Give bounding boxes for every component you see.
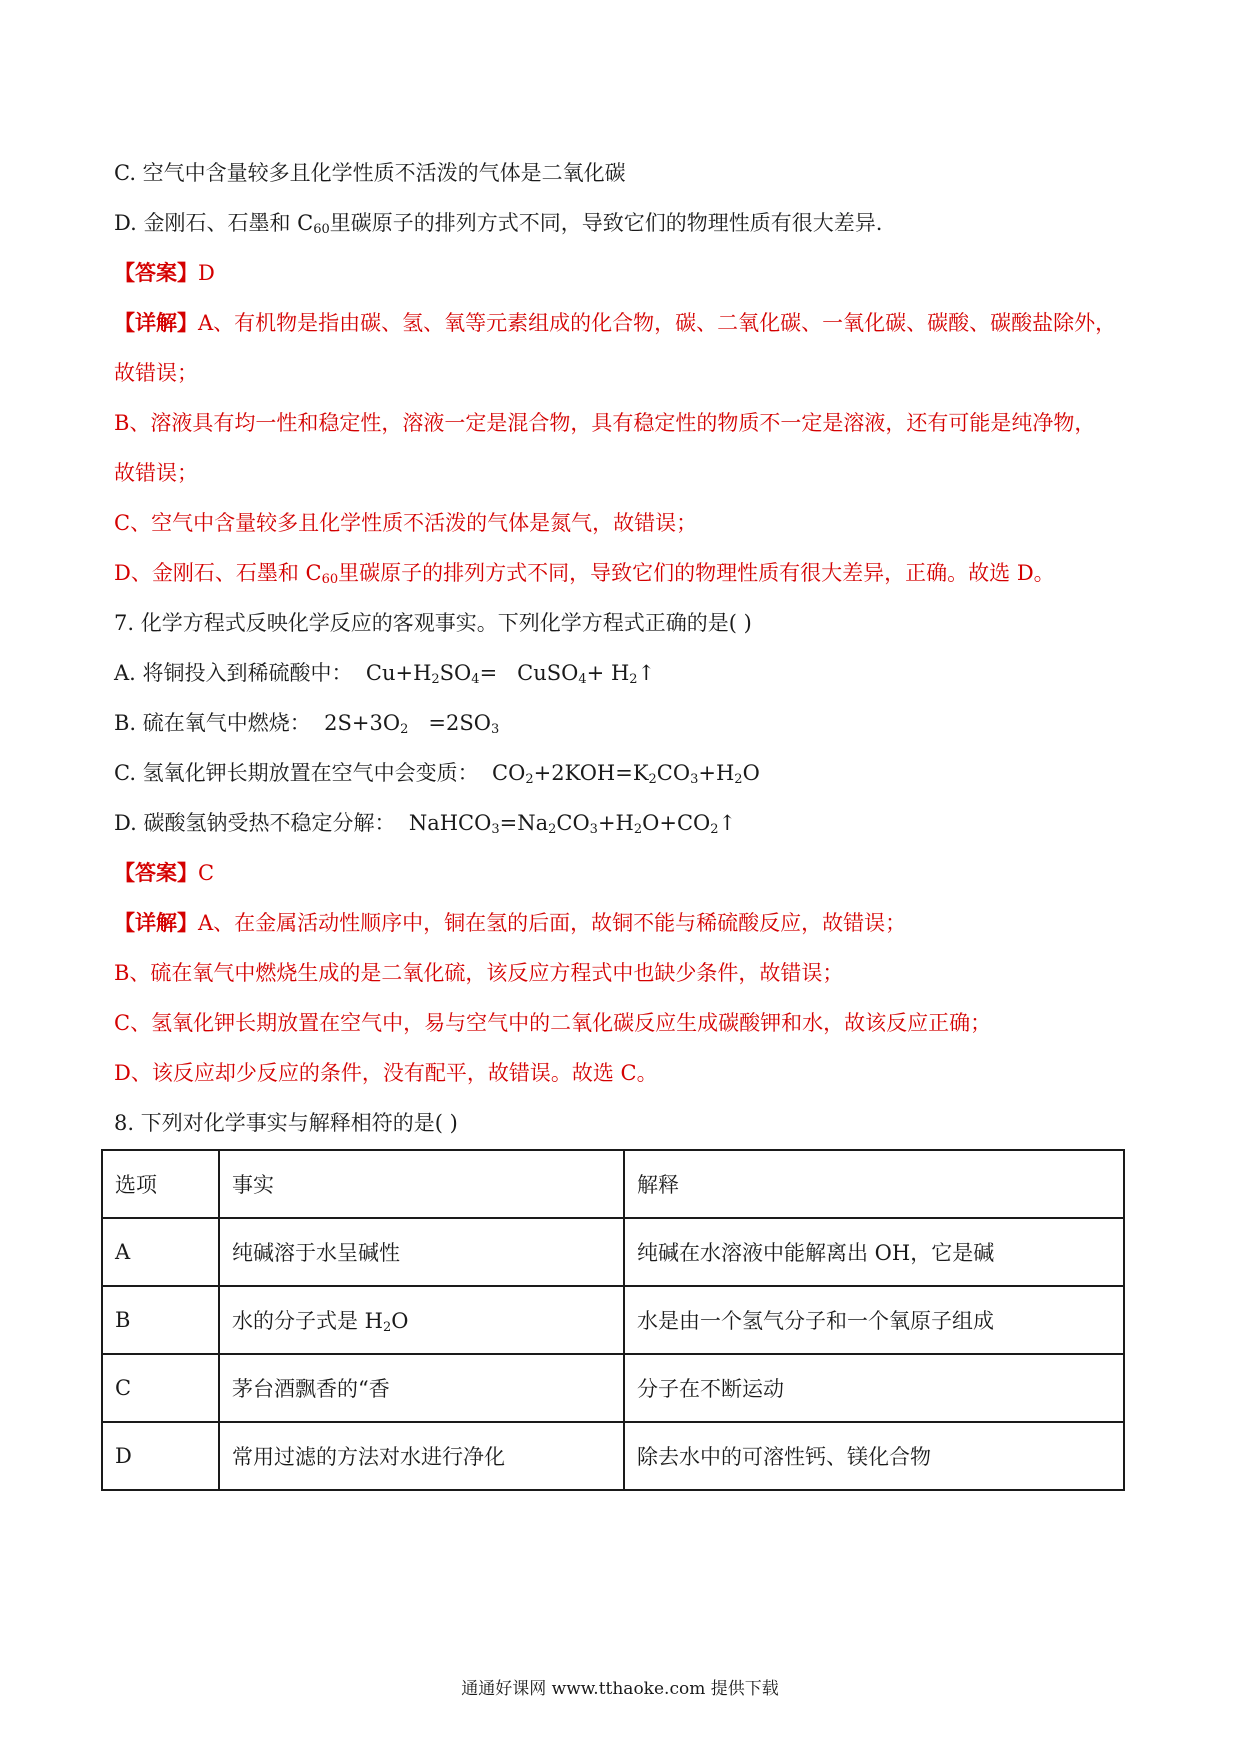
q7-explanation-a: 【详解】A、在金属活动性顺序中，铜在氢的后面，故铜不能与稀硫酸反应，故错误；	[114, 910, 907, 935]
table-header-row	[102, 1150, 1124, 1218]
q7-option-a: A. 将铜投入到稀硫酸中： $Cu+H_2SO_4=$ CuSO$_4$+ $H_2↑$	[114, 661, 656, 687]
q7-explanation-d: D、该反应却少反应的条件，没有配平，故错误。故选 C。	[114, 1061, 658, 1085]
q7-question: 7. 化学方程式反映化学反应的客观事实。下列化学方程式正确的是( )	[114, 611, 752, 635]
q7-explanation-b: B、硫在氧气中燃烧生成的是二氧化硫，该反应方程式中也缺少条件，故错误；	[114, 961, 844, 985]
q7-option-b: B. 硫在氧气中燃烧： $2S+3O_2 =2SO_3$	[114, 711, 500, 737]
row-explanation: 水是由一个氢气分子和一个氧原子组成	[624, 1286, 1124, 1354]
table-row	[102, 1218, 1124, 1286]
row-explanation: 分子在不断运动	[624, 1354, 1124, 1422]
q6-explanation-b-line1: B、溶液具有均一性和稳定性，溶液一定是混合物，具有稳定性的物质不一定是溶液，还有可能是纯净物，	[114, 411, 1096, 435]
q7-answer: 【答案】C	[114, 860, 215, 885]
q6-explanation-d: D、金刚石、石墨和 $C_{60}$里碳原子的排列方式不同，导致它们的物理性质有很大差异，正确。故选 D。	[114, 561, 1055, 587]
row-fact: 水的分子式是 $H_2O$	[219, 1286, 624, 1354]
q7-option-c: C. 氢氧化钾长期放置在空气中会变质： $CO_2+2KOH=K_2CO_3+H_2O$	[114, 761, 760, 787]
q6-explanation-a-line2: 故错误；	[114, 361, 198, 385]
q6-option-c: C. 空气中含量较多且化学性质不活泼的气体是二氧化碳	[114, 161, 626, 185]
q6-answer: 【答案】D	[114, 260, 215, 285]
row-option: B	[102, 1286, 219, 1354]
row-fact: 常用过滤的方法对水进行净化	[219, 1422, 624, 1490]
header-option: 选项	[102, 1150, 219, 1218]
row-option: A	[102, 1218, 219, 1286]
q6-explanation-c: C、空气中含量较多且化学性质不活泼的气体是氮气，故错误；	[114, 511, 698, 535]
table-row	[102, 1286, 1124, 1354]
q7-explanation-c: C、氢氧化钾长期放置在空气中，易与空气中的二氧化碳反应生成碳酸钾和水，故该反应正确；	[114, 1011, 992, 1035]
row-explanation: 纯碱在水溶液中能解离出 OH，它是碱	[624, 1218, 1124, 1286]
header-fact: 事实	[219, 1150, 624, 1218]
q7-option-a-equation: $Cu+H_2SO_4=$ CuSO$_4$+ $H_2↑$	[365, 661, 656, 687]
row-fact: 茅台酒飘香的“香	[219, 1354, 624, 1422]
q7-option-d: D. 碳酸氢钠受热不稳定分解： $NaHCO_3=Na_2CO_3+H_2O+CO_2↑$	[114, 811, 737, 837]
row-option: C	[102, 1354, 219, 1422]
header-explanation: 解释	[624, 1150, 1124, 1218]
row-fact: 纯碱溶于水呈碱性	[219, 1218, 624, 1286]
q8-question: 8. 下列对化学事实与解释相符的是( )	[114, 1111, 458, 1135]
q7-option-d-equation: $NaHCO_3=Na_2CO_3+H_2O+CO_2↑$	[408, 811, 737, 837]
table-row	[102, 1354, 1124, 1422]
row-option: D	[102, 1422, 219, 1490]
q7-option-c-equation: $CO_2+2KOH=K_2CO_3+H_2O$	[492, 761, 760, 787]
q6-option-d: D. 金刚石、石墨和 $C_{60}$里碳原子的排列方式不同，导致它们的物理性质有很大差异.	[114, 211, 883, 237]
q8-table	[101, 1149, 1125, 1491]
q7-option-b-equation: $2S+3O_2 =2SO_3$	[324, 711, 500, 737]
page-footer: 通通好课网 www.tthaoke.com 提供下载	[461, 1679, 779, 1699]
q6-explanation-a-line1: 【详解】A、有机物是指由碳、氢、氧等元素组成的化合物，碳、二氧化碳、一氧化碳、碳酸、碳酸盐除外，	[114, 310, 1117, 335]
row-explanation: 除去水中的可溶性钙、镁化合物	[624, 1422, 1124, 1490]
table-row	[102, 1422, 1124, 1490]
q6-explanation-b-line2: 故错误；	[114, 461, 198, 485]
